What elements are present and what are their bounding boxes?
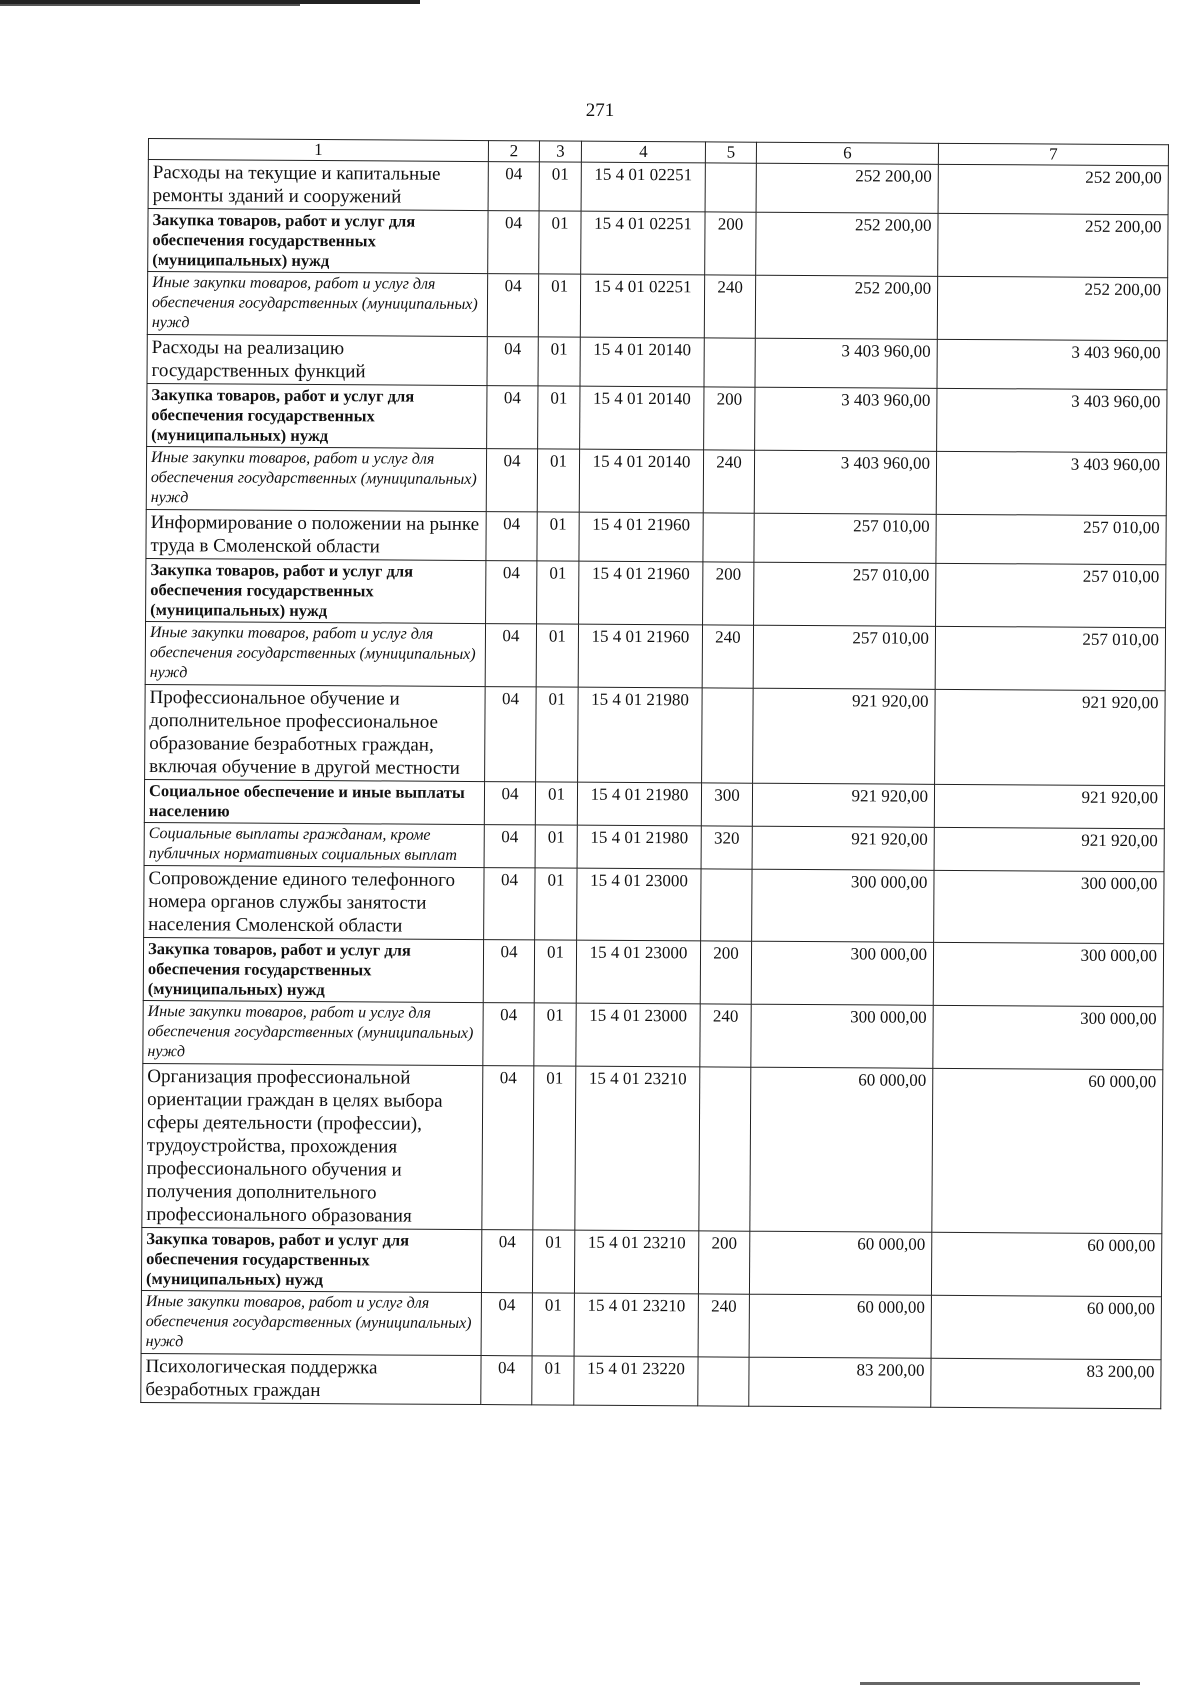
amount-cell: 252 200,00 [755, 275, 937, 339]
amount-cell: 300 000,00 [933, 1005, 1163, 1069]
expense-type-cell [703, 513, 754, 562]
target-article-cell: 15 4 01 23210 [575, 1066, 700, 1231]
target-article-cell: 15 4 01 23000 [576, 940, 700, 1004]
subsection-code-cell: 01 [538, 386, 580, 449]
amount-cell: 921 920,00 [934, 784, 1164, 828]
expense-type-cell: 240 [700, 1004, 751, 1067]
expense-type-cell [701, 869, 752, 941]
amount-cell: 921 920,00 [753, 688, 936, 784]
amount-cell: 257 010,00 [754, 562, 936, 626]
amount-cell: 3 403 960,00 [755, 387, 937, 451]
target-article-cell: 15 4 01 21980 [578, 687, 703, 783]
amount-cell: 60 000,00 [931, 1295, 1161, 1359]
table-row [144, 865, 1164, 943]
table-row [145, 621, 1165, 690]
amount-cell: 83 200,00 [749, 1357, 931, 1407]
amount-cell: 300 000,00 [934, 870, 1164, 943]
section-code-cell: 04 [486, 449, 537, 512]
section-code-cell: 04 [488, 211, 539, 274]
header-cell-2: 2 [488, 141, 539, 162]
amount-cell: 921 920,00 [935, 689, 1166, 785]
table-row [143, 937, 1163, 1006]
table-row [144, 779, 1164, 828]
target-article-cell: 15 4 01 23000 [577, 868, 701, 941]
section-code-cell: 04 [484, 825, 535, 868]
amount-cell: 83 200,00 [931, 1358, 1161, 1408]
description-cell: Закупка товаров, работ и услуг для обеспечения государственных (муниципальных) нужд [146, 558, 486, 623]
subsection-code-cell: 01 [537, 449, 579, 512]
expense-type-cell: 240 [704, 275, 755, 338]
target-article-cell: 15 4 01 21980 [577, 782, 701, 826]
expense-type-cell [698, 1357, 749, 1406]
table-row [144, 822, 1164, 871]
amount-cell: 252 200,00 [756, 163, 938, 213]
table-row [146, 509, 1166, 564]
budget-table [140, 138, 1169, 1409]
subsection-code-cell: 01 [532, 1293, 574, 1356]
header-cell-3: 3 [539, 141, 581, 162]
amount-cell: 3 403 960,00 [754, 450, 936, 514]
amount-cell: 60 000,00 [931, 1232, 1161, 1296]
amount-cell: 257 010,00 [753, 625, 935, 689]
amount-cell: 300 000,00 [751, 1004, 933, 1068]
table-row [147, 272, 1167, 341]
table-row [147, 334, 1167, 389]
description-cell: Закупка товаров, работ и услуг для обеспечения государственных (муниципальных) нужд [147, 383, 487, 448]
table-row [143, 1000, 1163, 1069]
subsection-code-cell: 01 [534, 1003, 576, 1066]
subsection-code-cell: 01 [534, 940, 576, 1003]
table-row [142, 1063, 1163, 1233]
expense-type-cell: 200 [704, 387, 755, 450]
target-article-cell: 15 4 01 20140 [579, 449, 703, 513]
header-cell-4: 4 [581, 141, 705, 163]
section-code-cell: 04 [486, 512, 537, 561]
description-cell: Иные закупки товаров, работ и услуг для обеспечения государственных (муниципальных) нужд [145, 621, 485, 686]
expense-type-cell: 240 [702, 625, 753, 688]
header-cell-6: 6 [756, 142, 938, 164]
table-body [141, 160, 1169, 1409]
section-code-cell: 04 [483, 1003, 534, 1066]
description-cell: Сопровождение единого телефонного номера органов службы занятости населения Смоленской области [144, 865, 484, 939]
description-cell: Социальные выплаты гражданам, кроме публичных нормативных социальных выплат [144, 822, 484, 867]
target-article-cell: 15 4 01 02251 [581, 211, 705, 275]
table-row [141, 1290, 1161, 1359]
expense-type-cell: 240 [698, 1294, 749, 1357]
section-code-cell: 04 [481, 1293, 532, 1356]
description-cell: Закупка товаров, работ и услуг для обеспечения государственных (муниципальных) нужд [148, 209, 488, 274]
target-article-cell: 15 4 01 02251 [580, 274, 704, 338]
amount-cell: 60 000,00 [932, 1068, 1163, 1233]
amount-cell: 921 920,00 [752, 826, 934, 870]
section-code-cell: 04 [484, 782, 535, 825]
section-code-cell: 04 [487, 274, 538, 337]
subsection-code-cell: 01 [539, 162, 581, 211]
subsection-code-cell: 01 [537, 561, 579, 624]
table-row [146, 558, 1166, 627]
header-cell-7: 7 [938, 143, 1168, 165]
amount-cell: 252 200,00 [756, 212, 938, 276]
expense-type-cell [699, 1067, 751, 1231]
description-cell: Закупка товаров, работ и услуг для обеспечения государственных (муниципальных) нужд [141, 1227, 481, 1292]
page-number: 271 [585, 100, 615, 121]
amount-cell: 921 920,00 [934, 827, 1164, 871]
expense-type-cell: 240 [703, 450, 754, 513]
amount-cell: 3 403 960,00 [936, 451, 1166, 515]
section-code-cell: 04 [482, 1066, 534, 1230]
subsection-code-cell: 01 [538, 274, 580, 337]
subsection-code-cell: 01 [539, 211, 581, 274]
subsection-code-cell: 01 [535, 868, 577, 940]
amount-cell: 257 010,00 [754, 513, 936, 563]
description-cell: Психологическая поддержка безработных граждан [141, 1353, 481, 1404]
expense-type-cell: 320 [701, 826, 752, 869]
target-article-cell: 15 4 01 02251 [581, 162, 705, 212]
section-code-cell: 04 [481, 1356, 532, 1405]
subsection-code-cell: 01 [537, 512, 579, 561]
amount-cell: 252 200,00 [938, 164, 1168, 214]
expense-type-cell: 300 [701, 783, 752, 826]
expense-type-cell [702, 688, 754, 783]
amount-cell: 257 010,00 [936, 563, 1166, 627]
description-cell: Организация профессиональной ориентации граждан в целях выбора сферы деятельности (профессии), трудоустройства, прохождения профессионального обучения и получения дополнительного профессионального образования [142, 1063, 483, 1229]
section-code-cell: 04 [485, 624, 536, 687]
section-code-cell: 04 [481, 1230, 532, 1293]
description-cell: Социальное обеспечение и иные выплаты населению [144, 779, 484, 824]
description-cell: Иные закупки товаров, работ и услуг для обеспечения государственных (муниципальных) нужд [141, 1290, 481, 1355]
target-article-cell: 15 4 01 20140 [580, 386, 704, 450]
subsection-code-cell: 01 [535, 782, 577, 825]
header-cell-1: 1 [148, 139, 488, 162]
amount-cell: 300 000,00 [752, 869, 934, 942]
budget-table-container [140, 138, 1169, 1409]
expense-type-cell: 200 [700, 941, 751, 1004]
subsection-code-cell: 01 [536, 624, 578, 687]
amount-cell: 60 000,00 [750, 1067, 933, 1232]
amount-cell: 257 010,00 [935, 626, 1165, 690]
expense-type-cell [704, 338, 755, 387]
target-article-cell: 15 4 01 23000 [576, 1003, 700, 1067]
amount-cell: 3 403 960,00 [937, 339, 1167, 389]
amount-cell: 252 200,00 [937, 276, 1167, 340]
section-code-cell: 04 [483, 940, 534, 1003]
description-cell: Расходы на реализацию государственных функций [147, 334, 487, 385]
table-row [141, 1353, 1161, 1408]
description-cell: Иные закупки товаров, работ и услуг для обеспечения государственных (муниципальных) нужд [143, 1000, 483, 1065]
subsection-code-cell: 01 [532, 1356, 574, 1405]
amount-cell: 252 200,00 [938, 213, 1168, 277]
section-code-cell: 04 [484, 868, 535, 940]
table-row [148, 209, 1168, 278]
description-cell: Иные закупки товаров, работ и услуг для обеспечения государственных (муниципальных) нужд [147, 272, 487, 337]
subsection-code-cell: 01 [533, 1066, 576, 1230]
description-cell: Информирование о положении на рынке труда в Смоленской области [146, 509, 486, 560]
target-article-cell: 15 4 01 23210 [574, 1230, 698, 1294]
expense-type-cell: 200 [703, 562, 754, 625]
target-article-cell: 15 4 01 21980 [577, 825, 701, 869]
target-article-cell: 15 4 01 23210 [574, 1293, 698, 1357]
amount-cell: 921 920,00 [752, 783, 934, 827]
table-row [146, 446, 1166, 515]
target-article-cell: 15 4 01 23220 [574, 1356, 698, 1406]
target-article-cell: 15 4 01 20140 [580, 337, 704, 387]
subsection-code-cell: 01 [536, 687, 579, 782]
subsection-code-cell: 01 [532, 1230, 574, 1293]
amount-cell: 300 000,00 [933, 942, 1163, 1006]
scan-edge-mark [0, 4, 300, 6]
subsection-code-cell: 01 [538, 337, 580, 386]
table-row [148, 160, 1168, 215]
expense-type-cell: 200 [698, 1231, 749, 1294]
description-cell: Расходы на текущие и капитальные ремонты зданий и сооружений [148, 160, 488, 211]
amount-cell: 60 000,00 [749, 1294, 931, 1358]
section-code-cell: 04 [487, 386, 538, 449]
table-row [147, 383, 1167, 452]
amount-cell: 60 000,00 [749, 1231, 931, 1295]
target-article-cell: 15 4 01 21960 [579, 561, 703, 625]
target-article-cell: 15 4 01 21960 [579, 512, 703, 562]
amount-cell: 257 010,00 [936, 514, 1166, 564]
amount-cell: 300 000,00 [751, 941, 933, 1005]
description-cell: Профессиональное обучение и дополнительное профессиональное образование безработных граждан, включая обучение в другой местности [145, 684, 486, 781]
target-article-cell: 15 4 01 21960 [578, 624, 702, 688]
header-cell-5: 5 [705, 142, 756, 163]
section-code-cell: 04 [486, 561, 537, 624]
table-row [141, 1227, 1161, 1296]
subsection-code-cell: 01 [535, 825, 577, 868]
amount-cell: 3 403 960,00 [755, 338, 937, 388]
description-cell: Иные закупки товаров, работ и услуг для обеспечения государственных (муниципальных) нужд [146, 446, 486, 511]
section-code-cell: 04 [487, 337, 538, 386]
expense-type-cell: 200 [705, 212, 756, 275]
table-row [145, 684, 1166, 785]
section-code-cell: 04 [485, 687, 537, 782]
amount-cell: 3 403 960,00 [937, 388, 1167, 452]
section-code-cell: 04 [488, 162, 539, 211]
scan-edge-mark [860, 1682, 1140, 1685]
description-cell: Закупка товаров, работ и услуг для обеспечения государственных (муниципальных) нужд [143, 937, 483, 1002]
expense-type-cell [705, 163, 756, 212]
